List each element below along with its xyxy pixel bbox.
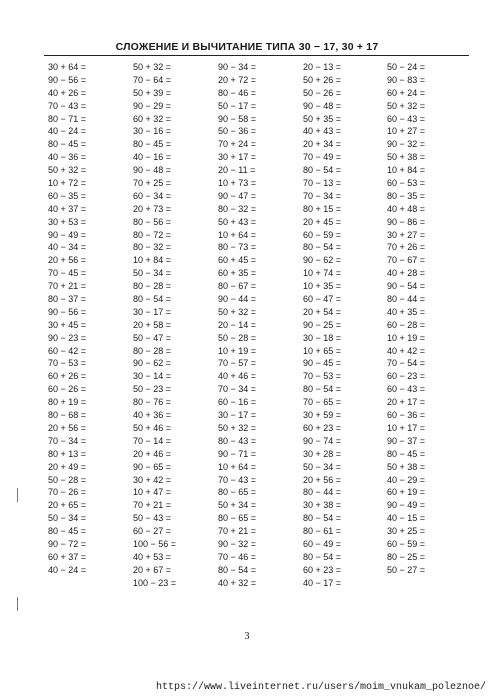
exercise-item: 80 − 28 = [133,281,172,292]
exercise-item: 50 + 32 = [387,100,426,111]
exercise-item: 40 − 15 = [387,513,426,524]
exercise-item: 80 − 71 = [48,113,87,124]
exercise-item: 10 + 64 = [218,461,257,472]
exercise-item: 60 − 47 = [303,294,342,305]
exercise-item: 60 − 53 = [387,178,426,189]
exercise-item: 50 + 46 = [133,422,172,433]
exercise-item: 80 − 54 = [303,513,342,524]
exercise-item: 100 − 23 = [133,577,177,588]
exercise-item: 20 + 56 = [48,422,87,433]
exercise-item: 50 + 38 = [387,461,426,472]
exercise-item: 80 − 25 = [387,551,426,562]
exercise-item: 80 − 54 = [303,551,342,562]
exercise-item: 90 − 56 = [48,74,87,85]
exercise-item: 80 − 54 = [303,384,342,395]
exercise-item: 10 + 35 = [303,281,342,292]
exercise-item: 60 − 16 = [218,397,257,408]
exercise-item: 50 − 27 = [387,564,426,575]
exercise-item: 50 − 47 = [133,332,172,343]
exercise-item: 50 + 32 = [218,422,257,433]
exercise-column-3 [218,61,298,590]
exercise-item: 80 + 15 = [303,203,342,214]
exercise-item: 60 − 43 = [387,113,426,124]
exercise-item: 50 − 43 = [133,513,172,524]
exercise-item: 80 − 46 = [218,87,257,98]
exercise-item: 60 + 26 = [48,371,87,382]
exercise-item: 60 + 35 = [218,268,257,279]
exercise-column-2 [133,61,213,590]
worksheet-title: СЛОЖЕНИЕ И ВЫЧИТАНИЕ ТИПА 30 − 17, 30 + 17 [115,41,379,53]
exercise-item: 40 − 16 = [133,152,172,163]
exercise-item: 60 − 34 = [133,190,172,201]
exercise-item: 20 + 65 = [48,500,87,511]
exercise-item: 80 + 13 = [48,448,87,459]
exercise-item: 100 − 56 = [133,538,177,549]
exercise-item: 90 − 32 = [387,139,426,150]
exercise-item: 60 + 24 = [387,87,426,98]
exercise-item: 10 + 19 = [218,345,257,356]
exercise-item: 80 − 65 = [218,513,257,524]
exercise-item: 70 + 21 = [218,526,257,537]
exercise-item: 70 − 64 = [133,74,172,85]
exercise-item: 20 − 13 = [303,62,342,72]
exercise-item: 60 − 28 = [387,319,426,330]
exercise-item: 80 − 61 = [303,526,342,537]
exercise-item: 30 − 18 = [303,332,342,343]
scan-mark [17,488,18,502]
exercise-item: 40 − 24 = [48,126,87,137]
exercise-item: 10 + 47 = [133,487,172,498]
exercise-item: 10 + 74 = [303,268,342,279]
exercise-item: 40 + 37 = [48,203,87,214]
page-number: 3 [244,631,250,642]
exercise-item: 90 − 45 = [303,358,342,369]
exercise-item: 80 − 54 = [133,294,172,305]
exercise-item: 80 − 44 = [387,294,426,305]
exercise-item: 30 + 42 = [133,474,172,485]
exercise-item: 50 + 39 = [133,87,172,98]
exercise-item: 20 + 56 = [48,255,87,266]
exercise-item: 90 − 37 = [387,435,426,446]
exercise-item: 50 − 17 = [218,100,257,111]
exercise-item: 70 − 34 = [218,384,257,395]
exercise-item: 90 − 44 = [218,294,257,305]
exercise-item: 50 + 32 = [218,306,257,317]
exercise-item: 90 − 54 = [387,281,426,292]
exercise-item: 40 − 17 = [303,577,342,588]
exercise-item: 90 − 56 = [48,306,87,317]
exercise-item: 20 + 58 = [133,319,172,330]
exercise-item: 70 − 43 = [218,474,257,485]
exercise-item: 80 − 56 = [133,216,172,227]
exercise-item: 60 − 49 = [303,538,342,549]
exercise-item: 70 − 49 = [303,152,342,163]
exercise-item: 30 + 64 = [48,62,87,72]
exercise-item: 90 − 49 = [387,500,426,511]
exercise-item: 80 − 54 = [303,165,342,176]
exercise-item: 60 − 59 = [303,229,342,240]
exercise-item: 80 − 28 = [133,345,172,356]
exercise-item: 90 − 86 = [387,216,426,227]
exercise-item: 20 + 49 = [48,461,87,472]
exercise-item: 40 + 46 = [218,371,257,382]
exercise-item: 20 − 11 = [218,165,256,176]
exercise-item: 50 + 34 = [218,500,257,511]
exercise-item: 80 − 45 = [48,139,87,150]
exercise-item: 10 + 64 = [218,229,257,240]
exercise-item: 60 − 26 = [48,384,87,395]
exercise-item: 40 − 36 = [48,152,87,163]
exercise-item: 50 − 23 = [133,384,172,395]
exercise-item: 20 + 54 = [303,306,342,317]
exercise-item: 10 + 27 = [387,126,426,137]
exercise-item: 40 − 24 = [48,564,87,575]
exercise-item: 80 + 19 = [48,397,87,408]
exercise-item: 60 + 23 = [303,422,342,433]
exercise-item: 60 + 23 = [303,564,342,575]
exercise-item: 50 − 34 = [133,268,172,279]
exercise-item: 60 − 35 = [48,190,87,201]
exercise-item: 50 + 35 = [303,113,342,124]
exercise-item: 90 − 72 = [48,538,87,549]
scan-mark [17,597,18,611]
exercise-item: 70 − 43 = [48,100,87,111]
exercise-item: 40 − 34 = [48,242,87,253]
exercise-item: 90 − 49 = [48,229,87,240]
exercise-item: 30 + 53 = [48,216,87,227]
exercise-item: 30 − 16 = [133,126,172,137]
exercise-item: 90 − 65 = [133,461,172,472]
exercise-item: 10 + 65 = [303,345,342,356]
exercise-item: 30 + 45 = [48,319,87,330]
exercise-item: 60 − 36 = [387,410,426,421]
exercise-item: 30 − 17 = [133,306,172,317]
exercise-item: 20 + 45 = [303,216,342,227]
exercise-item: 20 + 46 = [133,448,172,459]
exercise-item: 90 − 25 = [303,319,342,330]
exercise-item: 70 − 34 = [303,190,342,201]
exercise-item: 60 − 27 = [133,526,172,537]
source-url[interactable]: https://www.liveinternet.ru/users/moim_vnukam_poleznoe/ [155,682,486,693]
exercise-item: 80 − 32 = [133,242,172,253]
exercise-column-5 [387,61,467,577]
exercise-item: 70 − 26 = [48,487,87,498]
exercise-item: 80 − 35 = [387,190,426,201]
exercise-item: 50 − 28 = [218,332,257,343]
exercise-item: 40 + 28 = [387,268,426,279]
exercise-item: 10 + 73 = [218,178,257,189]
exercise-item: 40 + 48 = [387,203,426,214]
exercise-item: 80 − 73 = [218,242,257,253]
exercise-item: 90 − 62 = [133,358,172,369]
exercise-item: 40 + 43 = [303,126,342,137]
exercise-item: 40 + 26 = [48,87,87,98]
exercise-item: 70 − 65 = [303,397,342,408]
exercise-item: 80 − 67 = [218,281,257,292]
exercise-item: 50 − 36 = [218,126,257,137]
exercise-item: 90 − 83 = [387,74,426,85]
exercise-item: 60 + 45 = [218,255,257,266]
exercise-item: 70 − 46 = [218,551,257,562]
title-divider [44,55,469,56]
exercise-item: 30 + 38 = [303,500,342,511]
exercise-item: 80 − 65 = [218,487,257,498]
exercise-item: 90 − 47 = [218,190,257,201]
exercise-item: 20 + 67 = [133,564,172,575]
exercise-item: 90 − 23 = [48,332,87,343]
exercise-item: 50 + 38 = [387,152,426,163]
exercise-item: 80 − 45 = [387,448,426,459]
exercise-item: 60 − 43 = [387,384,426,395]
exercise-item: 70 + 25 = [133,178,172,189]
exercise-item: 80 − 43 = [218,435,257,446]
exercise-item: 70 − 45 = [48,268,87,279]
exercise-item: 70 − 57 = [218,358,257,369]
exercise-item: 60 − 23 = [387,371,426,382]
exercise-item: 90 − 62 = [303,255,342,266]
exercise-item: 80 − 37 = [48,294,87,305]
exercise-item: 90 − 32 = [218,538,257,549]
exercise-item: 80 − 54 = [218,564,257,575]
exercise-item: 10 + 84 = [387,165,426,176]
exercise-item: 10 + 72 = [48,178,87,189]
exercise-item: 50 − 34 = [303,461,342,472]
exercise-item: 30 + 25 = [387,526,426,537]
exercise-item: 80 − 54 = [303,242,342,253]
exercise-item: 50 − 26 = [303,87,342,98]
exercise-item: 40 + 36 = [133,410,172,421]
exercise-item: 10 + 19 = [387,332,426,343]
exercise-item: 90 − 71 = [218,448,257,459]
exercise-item: 10 + 17 = [387,422,426,433]
exercise-item: 20 + 73 = [133,203,172,214]
exercise-item: 40 + 32 = [218,577,257,588]
exercise-item: 60 − 59 = [387,538,426,549]
exercise-item: 70 − 53 = [48,358,87,369]
exercise-item: 90 − 58 = [218,113,257,124]
exercise-item: 90 − 74 = [303,435,342,446]
exercise-item: 50 + 26 = [303,74,342,85]
exercise-item: 30 + 28 = [303,448,342,459]
exercise-item: 80 − 32 = [218,203,257,214]
exercise-item: 40 + 53 = [133,551,172,562]
exercise-item: 30 − 17 = [218,410,257,421]
exercise-item: 50 + 32 = [133,62,172,72]
exercise-item: 60 + 19 = [387,487,426,498]
exercise-item: 30 + 17 = [218,152,257,163]
exercise-item: 30 + 59 = [303,410,342,421]
exercise-item: 30 − 14 = [133,371,172,382]
exercise-item: 50 − 24 = [387,62,426,72]
exercise-item: 70 + 21 = [133,500,172,511]
exercise-column-1 [48,61,128,577]
exercise-item: 60 + 37 = [48,551,87,562]
exercise-item: 70 − 13 = [303,178,342,189]
exercise-item: 80 − 44 = [303,487,342,498]
exercise-item: 40 + 42 = [387,345,426,356]
exercise-item: 80 − 72 = [133,229,172,240]
exercise-item: 60 + 32 = [133,113,172,124]
exercise-item: 70 − 34 = [48,435,87,446]
exercise-item: 80 − 45 = [48,526,87,537]
exercise-item: 30 + 27 = [387,229,426,240]
exercise-item: 50 + 43 = [218,216,257,227]
exercise-item: 20 + 34 = [303,139,342,150]
exercise-item: 90 − 48 = [303,100,342,111]
exercise-item: 90 − 48 = [133,165,172,176]
exercise-column-4 [303,61,383,590]
exercise-item: 80 − 68 = [48,410,87,421]
exercise-item: 50 − 34 = [48,513,87,524]
exercise-item: 20 + 56 = [303,474,342,485]
exercise-item: 70 + 21 = [48,281,87,292]
exercise-item: 40 + 35 = [387,306,426,317]
exercise-item: 50 + 32 = [48,165,87,176]
exercise-item: 70 − 67 = [387,255,426,266]
exercise-item: 50 − 28 = [48,474,87,485]
exercise-item: 80 − 45 = [133,139,172,150]
exercise-item: 10 + 84 = [133,255,172,266]
exercise-item: 70 − 14 = [133,435,172,446]
exercise-item: 20 + 72 = [218,74,257,85]
exercise-item: 20 + 17 = [387,397,426,408]
exercise-item: 40 − 29 = [387,474,426,485]
exercise-item: 70 − 53 = [303,371,342,382]
exercise-item: 60 − 42 = [48,345,87,356]
exercise-item: 70 + 24 = [218,139,257,150]
exercise-item: 90 − 29 = [133,100,172,111]
exercise-item: 70 − 54 = [387,358,426,369]
exercise-item: 70 + 26 = [387,242,426,253]
exercise-item: 80 − 76 = [133,397,172,408]
exercise-item: 20 − 14 = [218,319,257,330]
exercise-item: 90 − 34 = [218,62,257,72]
